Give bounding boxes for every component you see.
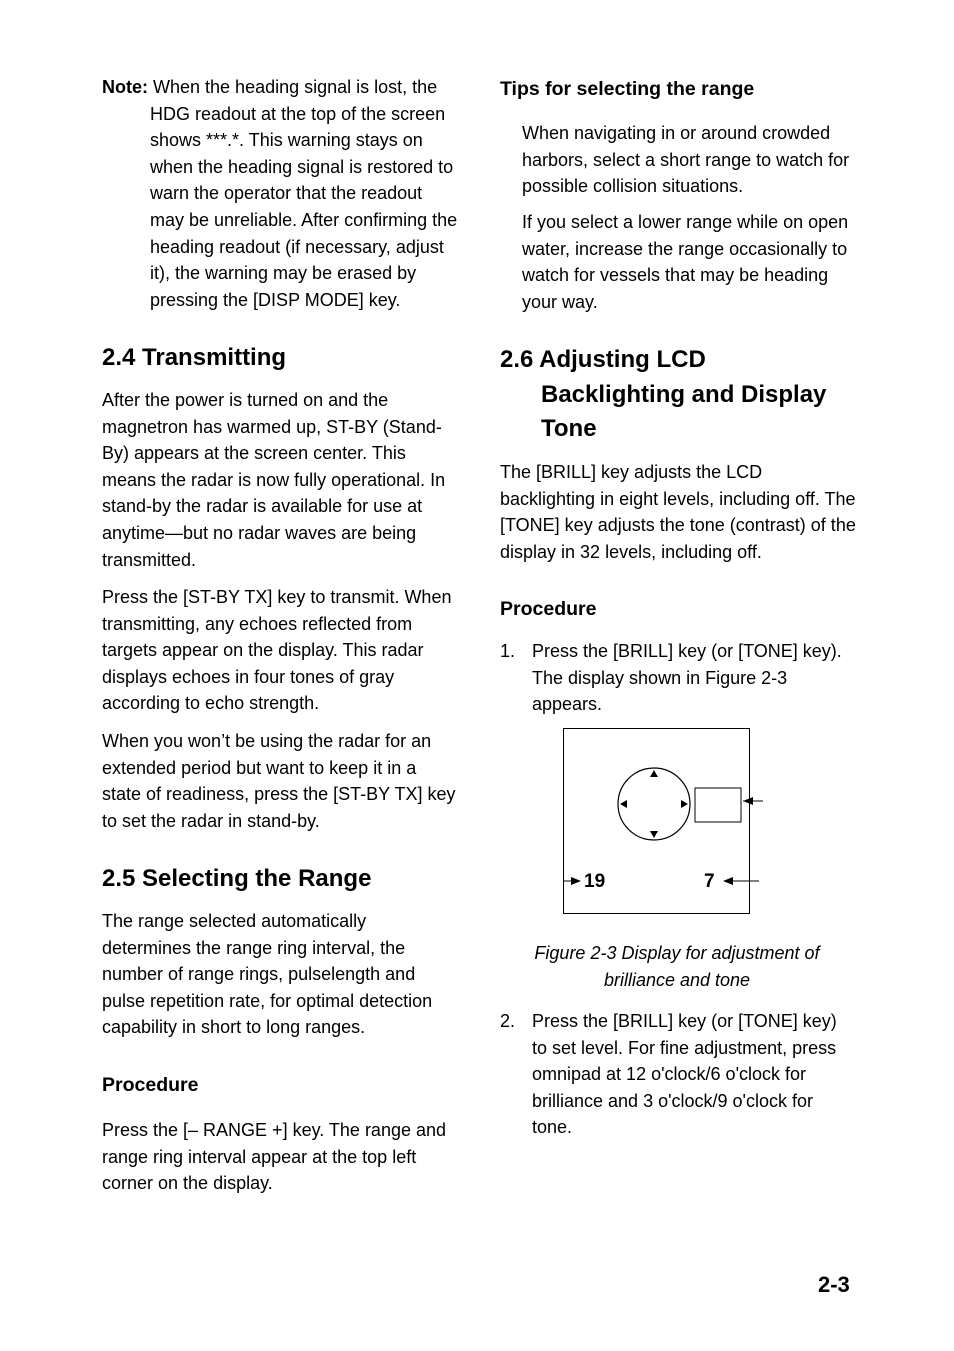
tone-value: 7: [704, 871, 715, 892]
section-2-5-heading: 2.5 Selecting the Range: [102, 865, 372, 892]
list-item: [500, 638, 854, 718]
figure-2-3-diagram: [563, 728, 763, 918]
step-text: Press the [BRILL] key (or [TONE] key). The display shown in Figure 2-3 appears.: [532, 641, 842, 715]
step-list-b: [500, 1008, 854, 1141]
tips-heading: Tips for selecting the range: [500, 78, 755, 100]
page-number: 2-3: [818, 1272, 850, 1297]
tips-paragraph-2: If you select a lower range while on open water, increase the range occasionally to watch for vessels that may be heading your way.: [522, 212, 849, 312]
brilliance-value: 19: [584, 871, 606, 892]
section-2-6-heading: [500, 343, 826, 447]
caption-line-2: brilliance and tone: [603, 970, 751, 990]
section-2-5-procedure-heading: Procedure: [102, 1074, 199, 1096]
figure-2-3: [563, 728, 763, 923]
note-text: HDG readout at the top of the screen shows ***.*. This warning stays on when the heading signal is restored to warn the operator that the readout may be unreliable. After confirming the heading readout (if necessary, adjust it), the warning may be erased by pressing the [DISP MODE] key.: [150, 103, 458, 310]
section-2-4-paragraph-1: After the power is turned on and the magnetron has warmed up, ST-BY (Stand-By) appears at the screen center. This means the radar is now fully operational. In stand-by the radar is available for use at anytime—but no radar waves are being transmitted.: [102, 390, 446, 570]
section-2-6-heading-line-1: 2.6 Adjusting LCD: [500, 346, 706, 373]
caption-line-1: Figure 2-3 Display for adjustment of: [534, 943, 820, 963]
level-indicator-box: [695, 788, 741, 822]
note-label: Note:: [102, 77, 148, 97]
section-2-5-paragraph-2: Press the [– RANGE +] key. The range and range ring interval appear at the top left corner on the display.: [102, 1120, 447, 1194]
figure-2-3-caption: [500, 940, 854, 994]
section-2-5-paragraph-1: The range selected automatically determines the range ring interval, the number of range rings, pulselength and pulse repetition rate, for optimal detection capability in short to long ranges.: [102, 911, 433, 1038]
section-2-4-paragraph-3: When you won’t be using the radar for an extended period but want to keep it in a state of readiness, press the [ST-BY TX] key to set the radar in stand-by.: [102, 731, 456, 831]
section-2-4-paragraph-2: Press the [ST-BY TX] key to transmit. When transmitting, any echoes reflected from targets appear on the display. This radar displays echoes in four tones of gray according to echo strength.: [102, 587, 452, 714]
section-2-4-heading: 2.4 Transmitting: [102, 344, 287, 371]
tips-paragraph-1: When navigating in or around crowded harbors, select a short range to watch for possible collision situations.: [522, 123, 850, 197]
step-text: Press the [BRILL] key (or [TONE] key) to set level. For fine adjustment, press omnipad at 12 o'clock/6 o'clock for brilliance and 3 o'clock/9 o'clock for tone.: [532, 1011, 837, 1138]
list-item: [500, 1008, 854, 1141]
step-number: 1.: [500, 641, 516, 661]
note-block: [102, 74, 458, 313]
section-2-6-paragraph-1: The [BRILL] key adjusts the LCD backlighting in eight levels, including off. The [TONE] key adjusts the tone (contrast) of the display in 32 levels, including off.: [500, 462, 856, 562]
note-first-line: When the heading signal is lost, the: [153, 77, 438, 97]
section-2-6-procedure-heading: Procedure: [500, 598, 597, 620]
section-2-6-heading-line-2: Backlighting and Display: [541, 380, 827, 408]
section-2-6-heading-line-3: Tone: [541, 415, 597, 442]
step-list-a: [500, 638, 854, 718]
step-number: 2.: [500, 1011, 516, 1031]
